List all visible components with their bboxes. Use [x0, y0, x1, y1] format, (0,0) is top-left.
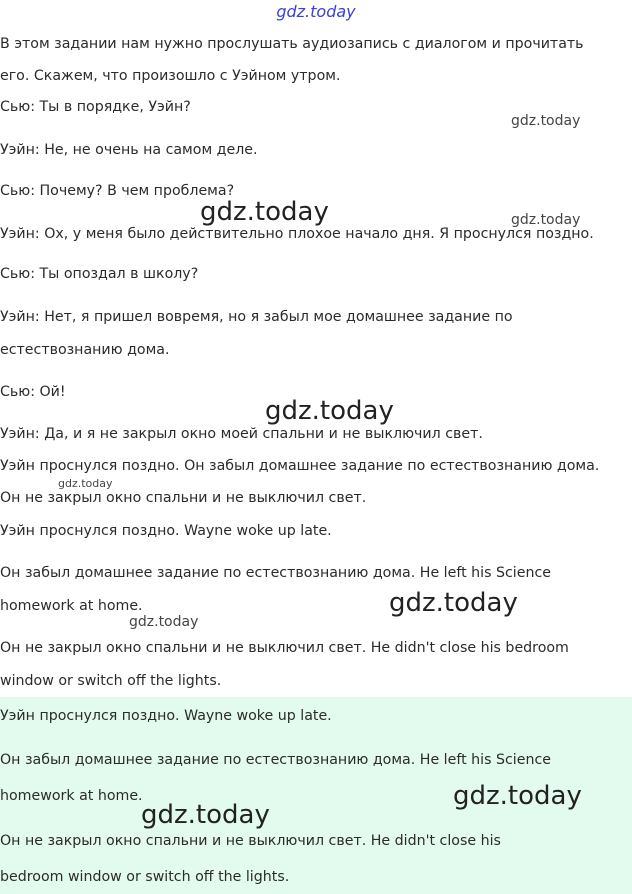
text-line: Уэйн: Ох, у меня было действительно плохое начало дня. Я проснулся поздно. [0, 226, 594, 242]
watermark: gdz.today [58, 477, 113, 490]
watermark: gdz.today [511, 212, 581, 228]
answer-line: Уэйн проснулся поздно. Wayne woke up late. [0, 708, 332, 724]
text-line: Он не закрыл окно спальни и не выключил свет. He didn't close his bedroom [0, 640, 569, 656]
text-line: Уэйн: Не, не очень на самом деле. [0, 142, 258, 158]
text-line: Уэйн проснулся поздно. Wayne woke up late. [0, 523, 332, 539]
text-line: Уэйн: Да, и я не закрыл окно моей спальни и не выключил свет. [0, 426, 483, 442]
text-line: homework at home. [0, 598, 143, 614]
text-line: Сью: Ты в порядке, Уэйн? [0, 99, 191, 115]
answer-line: Он не закрыл окно спальни и не выключил свет. He didn't close his [0, 833, 501, 849]
watermark: gdz.today [141, 800, 270, 830]
answer-line: homework at home. [0, 788, 143, 804]
text-line: Уэйн проснулся поздно. Он забыл домашнее задание по естествознанию дома. [0, 458, 600, 474]
text-line: его. Скажем, что произошло с Уэйном утром. [0, 68, 341, 84]
text-line: Сью: Почему? В чем проблема? [0, 183, 235, 199]
text-line: window or switch off the lights. [0, 673, 222, 689]
watermark: gdz.today [389, 588, 518, 618]
answer-line: Он забыл домашнее задание по естествознанию дома. He left his Science [0, 752, 551, 768]
text-line: Сью: Ты опоздал в школу? [0, 266, 199, 282]
watermark: gdz.today [129, 614, 199, 630]
text-line: Сью: Ой! [0, 384, 66, 400]
watermark: gdz.today [200, 197, 329, 227]
answer-line: bedroom window or switch off the lights. [0, 869, 290, 885]
watermark: gdz.today [265, 396, 394, 426]
text-line: В этом задании нам нужно прослушать аудиозапись с диалогом и прочитать [0, 36, 584, 52]
site-logo: gdz.today [276, 2, 356, 21]
text-line: Уэйн: Нет, я пришел вовремя, но я забыл мое домашнее задание по [0, 309, 513, 325]
watermark: gdz.today [511, 113, 581, 129]
text-line: Он забыл домашнее задание по естествознанию дома. He left his Science [0, 565, 551, 581]
text-line: естествознанию дома. [0, 342, 170, 358]
text-line: Он не закрыл окно спальни и не выключил свет. [0, 490, 367, 506]
watermark: gdz.today [453, 781, 582, 811]
